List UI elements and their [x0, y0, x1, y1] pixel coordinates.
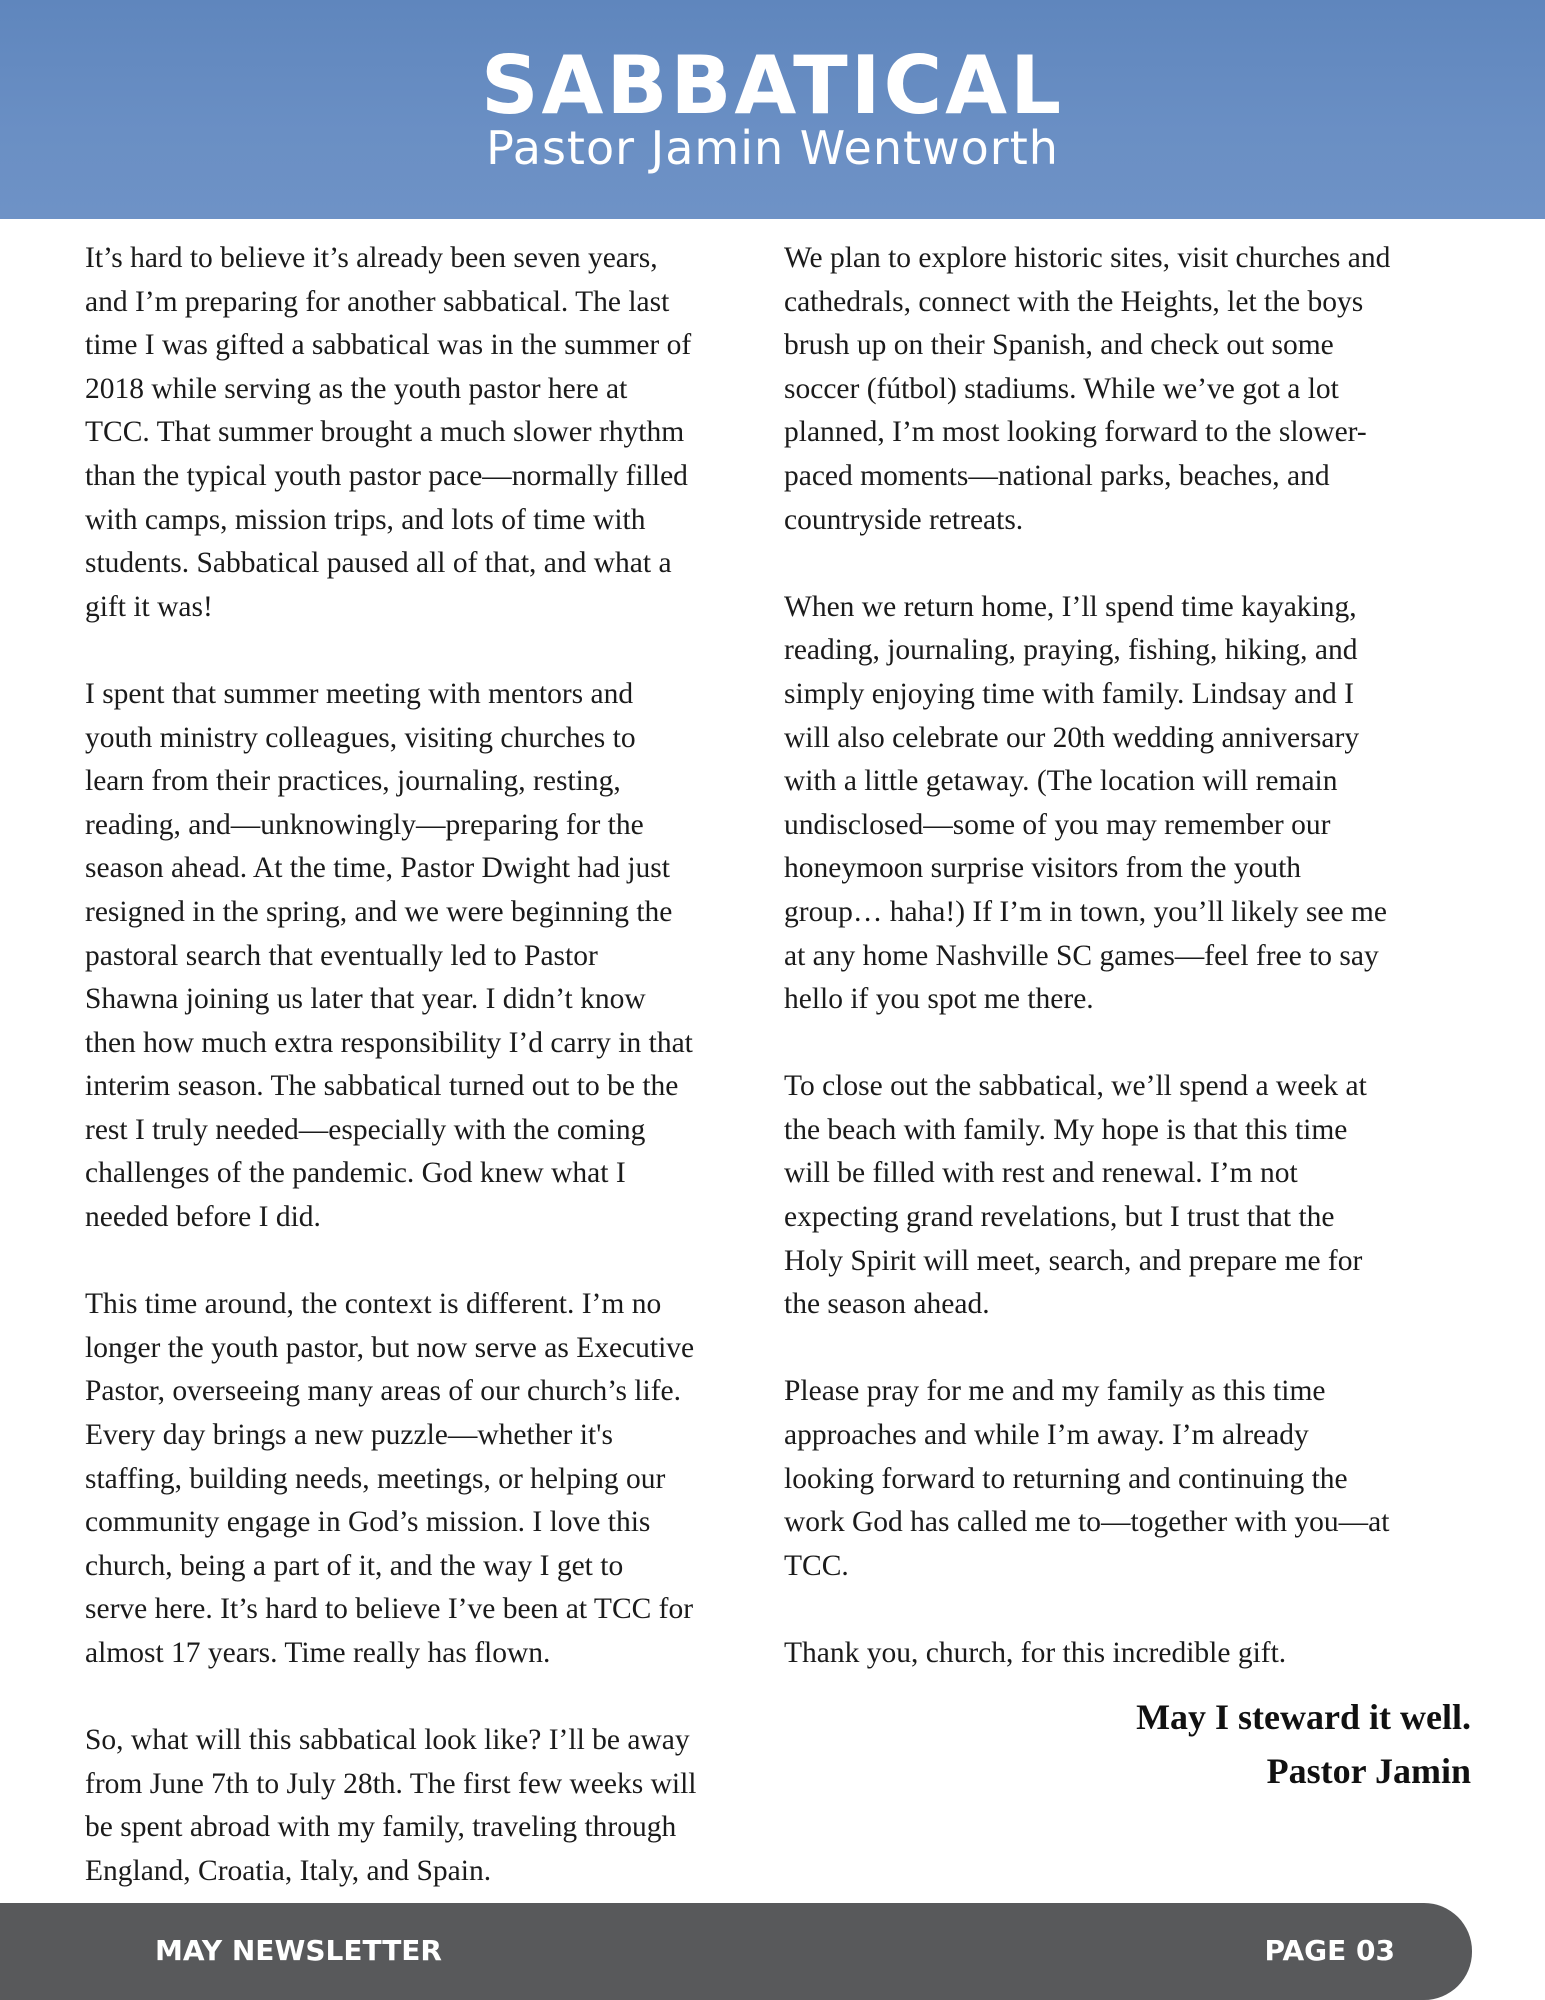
- page-title: SABBATICAL: [480, 39, 1065, 132]
- page-footer: [0, 1903, 1472, 2000]
- signoff: [871, 1690, 1471, 1798]
- paragraph: Please pray for me and my family as this time approaches and while I’m away. I’m already looking forward to returning and continuing the work God has called me to—together with you—at TCC.: [784, 1375, 1390, 1582]
- page-subtitle: Pastor Jamin Wentworth: [486, 121, 1059, 175]
- page-header: [0, 0, 1545, 219]
- right-column: [784, 237, 1484, 1719]
- paragraph: This time around, the context is different. I’m no longer the youth pastor, but now serve as Executive Pastor, overseeing many areas of our church’s life. Every day brings a new puzzle—whether it's staffing, building needs, meetings, or helping our community engage in God’s mission. I love this church, being a part of it, and the way I get to serve here. It’s hard to believe I’ve been at TCC for almost 17 years. Time really has flown.: [85, 1288, 695, 1669]
- paragraph: So, what will this sabbatical look like? I’ll be away from June 7th to July 28th. The first few weeks will be spent abroad with my family, traveling through England, Croatia, Italy, and Spain.: [85, 1724, 697, 1887]
- paragraph: We plan to explore historic sites, visit churches and cathedrals, connect with the Heights, let the boys brush up on their Spanish, and check out some soccer (fútbol) stadiums. While we’ve got a lot planned, I’m most looking forward to the slower- paced moments—national parks, beaches, and countryside retreats.: [784, 242, 1391, 536]
- paragraph: To close out the sabbatical, we’ll spend a week at the beach with family. My hope is that this time will be filled with rest and renewal. I’m not expecting grand revelations, but I trust that the Holy Spirit will meet, search, and prepare me for the season ahead.: [784, 1070, 1367, 1321]
- paragraph: Thank you, church, for this incredible gift.: [784, 1637, 1287, 1669]
- paragraph: I spent that summer meeting with mentors and youth ministry colleagues, visiting churches to learn from their practices, journaling, resting, reading, and—unknowingly—preparing for the season ahead. At the time, Pastor Dwight had just resigned in the spring, and we were beginning the pastoral search that eventually led to Pastor Shawna joining us later that year. I didn’t know then how much extra responsibility I’d carry in that interim season. The sabbatical turned out to be the rest I truly needed—especially with the coming challenges of the pandemic. God knew what I needed before I did.: [85, 677, 693, 1234]
- newsletter-label: MAY NEWSLETTER: [155, 1934, 442, 1967]
- paragraph: It’s hard to believe it’s already been seven years, and I’m preparing for another sabbatical. The last time I was gifted a sabbatical was in the summer of 2018 while serving as the youth pastor here at TCC. That summer brought a much slower rhythm than the typical youth pastor pace—normally filled with camps, mission trips, and lots of time with students. Sabbatical paused all of that, and what a gift it was!: [85, 242, 692, 623]
- page-number: PAGE 03: [1264, 1934, 1395, 1967]
- paragraph: When we return home, I’ll spend time kayaking, reading, journaling, praying, fishing, hiking, and simply enjoying time with family. Lindsay and I will also celebrate our 20th wedding anniversary with a little getaway. (The location will remain undisclosed—some of you may remember our honeymoon surprise visitors from the youth group… haha!) If I’m in town, you’ll likely see me at any home Nashville SC games—feel free to say hello if you spot me there.: [784, 590, 1387, 1016]
- left-column: [85, 237, 785, 1937]
- signoff-signature: Pastor Jamin: [1266, 1751, 1471, 1791]
- signoff-line: May I steward it well.: [1136, 1697, 1471, 1737]
